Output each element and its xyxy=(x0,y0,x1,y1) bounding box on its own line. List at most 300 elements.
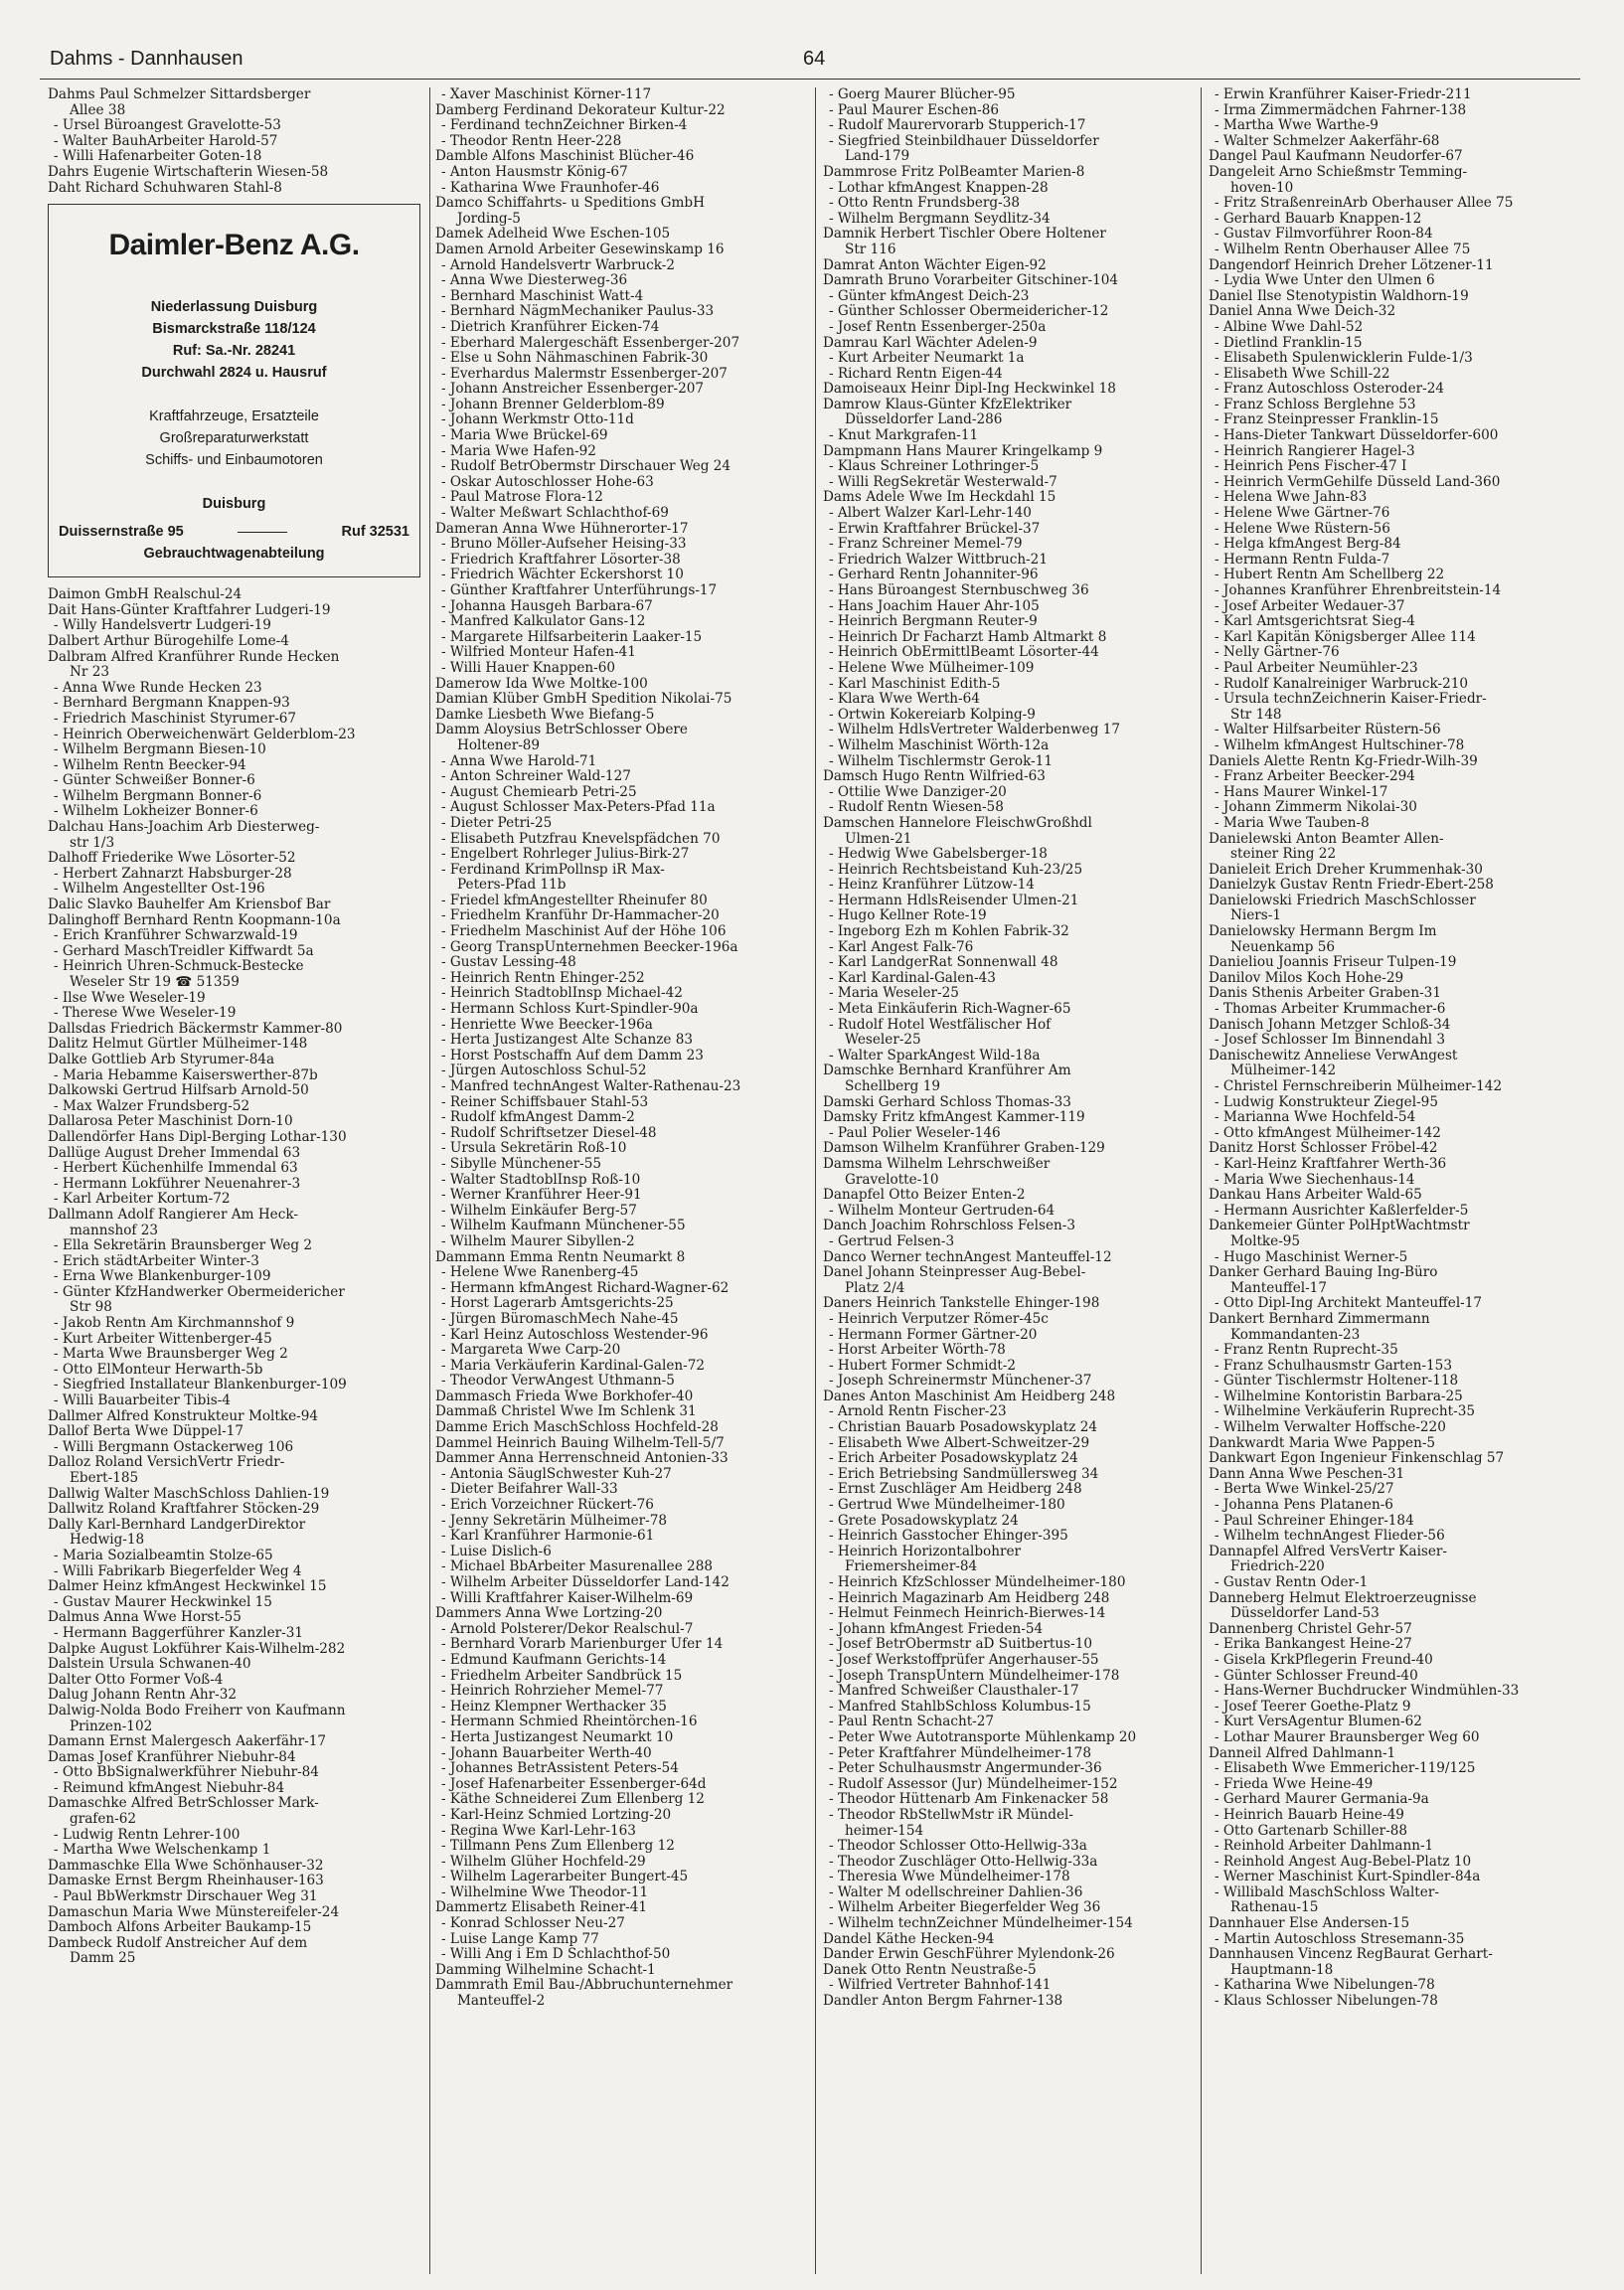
directory-entry: - Theodor Zuschläger Otto-Hellwig-33a xyxy=(829,1853,1098,1870)
column-divider xyxy=(429,87,430,2274)
directory-entry: Damschke Bernhard Kranführer Am xyxy=(823,1063,1071,1079)
directory-entry: - Georg TranspUnternehmen Beecker-196a xyxy=(441,938,738,955)
directory-entry: Dannenberg Christel Gehr-57 xyxy=(1209,1620,1412,1637)
entry-continuation: Hedwig-18 xyxy=(70,1532,145,1549)
entry-continuation: Friedrich-220 xyxy=(1230,1558,1325,1575)
directory-entry: - Erich Arbeiter Posadowskyplatz 24 xyxy=(829,1450,1078,1467)
directory-entry: - Albert Walzer Karl-Lehr-140 xyxy=(829,505,1032,522)
directory-entry: - Theodor Rentn Heer-228 xyxy=(441,132,622,149)
directory-entry: - Hubert Former Schmidt-2 xyxy=(829,1357,1017,1374)
directory-entry: - Martha Wwe Welschenkamp 1 xyxy=(54,1842,271,1859)
directory-entry: - Johann Anstreicher Essenberger-207 xyxy=(441,381,705,398)
directory-entry: Dallendörfer Hans Dipl-Berging Lothar-130 xyxy=(48,1128,347,1145)
directory-entry: - Grete Posadowskyplatz 24 xyxy=(829,1512,1019,1529)
directory-entry: - Hermann Ausrichter Kaßlerfelder-5 xyxy=(1215,1202,1469,1219)
directory-entry: - Ludwig Konstrukteur Ziegel-95 xyxy=(1215,1093,1438,1110)
directory-entry: Dalkowski Gertrud Hilfsarb Arnold-50 xyxy=(48,1082,309,1099)
directory-entry: - Wilhelmine Kontoristin Barbara-25 xyxy=(1215,1388,1463,1404)
directory-entry: - Johannes BetrAssistent Peters-54 xyxy=(441,1760,679,1777)
directory-entry: - Bernhard NägmMechaniker Paulus-33 xyxy=(441,303,715,320)
ad-second-street: Duissernstraße 95 xyxy=(59,524,184,541)
directory-entry: - Ernst Zuschläger Am Heidberg 248 xyxy=(829,1481,1082,1498)
directory-entry: Dammertz Elisabeth Reiner-41 xyxy=(435,1899,648,1916)
directory-entry: - Dieter Petri-25 xyxy=(441,814,553,831)
directory-entry: - Walter StadtoblInsp Roß-10 xyxy=(441,1171,641,1188)
directory-entry: - Erika Bankangest Heine-27 xyxy=(1215,1636,1412,1653)
directory-entry: - Hedwig Wwe Gabelsberger-18 xyxy=(829,846,1048,863)
directory-entry: - Erwin Kraftfahrer Brückel-37 xyxy=(829,520,1041,537)
directory-entry: - Ursula Sekretärin Roß-10 xyxy=(441,1140,627,1157)
directory-entry: - Günter KfzHandwerker Obermeidericher xyxy=(54,1283,345,1300)
directory-entry: - Walter SparkAngest Wild-18a xyxy=(829,1047,1041,1063)
directory-entry: - Margareta Wwe Carp-20 xyxy=(441,1342,621,1359)
directory-entry: - Maria Verkäuferin Kardinal-Galen-72 xyxy=(441,1357,706,1374)
entry-continuation: hoven-10 xyxy=(1230,179,1294,196)
directory-entry: Dallmann Adolf Rangierer Am Heck- xyxy=(48,1206,298,1223)
directory-entry: - Ludwig Rentn Lehrer-100 xyxy=(54,1826,241,1843)
directory-entry: - Hermann Lokführer Neuenahrer-3 xyxy=(54,1175,301,1192)
directory-entry: - Karl Heinz Autoschloss Westender-96 xyxy=(441,1326,709,1343)
directory-entry: - Ilse Wwe Weseler-19 xyxy=(54,989,206,1006)
directory-entry: - Hans-Werner Buchdrucker Windmühlen-33 xyxy=(1215,1683,1520,1700)
directory-entry: Dalinghoff Bernhard Rentn Koopmann-10a xyxy=(48,911,341,928)
directory-entry: - Karl-Heinz Kraftfahrer Werth-36 xyxy=(1215,1155,1447,1172)
directory-entry: - Wilhelm Rentn Oberhauser Allee 75 xyxy=(1215,241,1471,257)
directory-entry: - Joseph Schreinermstr Münchener-37 xyxy=(829,1373,1092,1390)
entry-continuation: Prinzen-102 xyxy=(70,1718,153,1734)
directory-entry: - August Chemiearb Petri-25 xyxy=(441,783,637,800)
directory-entry: - Wilhelm Tischlermstr Gerok-11 xyxy=(829,752,1053,769)
directory-entry: - Karl-Heinz Schmied Lortzing-20 xyxy=(441,1806,672,1823)
directory-entry: Danielzyk Gustav Rentn Friedr-Ebert-258 xyxy=(1209,877,1494,894)
entry-continuation: Schellberg 19 xyxy=(845,1078,940,1094)
ad-service-3: Schiffs- und Einbaumotoren xyxy=(145,452,323,469)
directory-entry: - Walter Meßwart Schlachthof-69 xyxy=(441,505,669,522)
entry-continuation: Platz 2/4 xyxy=(845,1279,905,1296)
entry-continuation: Düsseldorfer Land-53 xyxy=(1230,1605,1380,1622)
directory-entry: Dalbert Arthur Bürogehilfe Lome-4 xyxy=(48,632,289,649)
directory-entry: - Eberhard Malergeschäft Essenberger-207 xyxy=(441,334,740,351)
directory-entry: Dannhauer Else Andersen-15 xyxy=(1209,1915,1410,1932)
directory-entry: - Elisabeth Spulenwicklerin Fulde-1/3 xyxy=(1215,350,1473,367)
directory-entry: - Josef Rentn Essenberger-250a xyxy=(829,318,1047,335)
directory-entry: Danilov Milos Koch Hohe-29 xyxy=(1209,969,1404,986)
directory-entry: - Joseph TranspUntern Mündelheimer-178 xyxy=(829,1667,1120,1684)
directory-entry: - Günter kfmAngest Deich-23 xyxy=(829,287,1030,304)
entry-continuation: Land-179 xyxy=(845,148,910,165)
directory-entry: - Hermann Former Gärtner-20 xyxy=(829,1326,1038,1343)
directory-entry: - Dietrich Kranführer Eicken-74 xyxy=(441,318,660,335)
directory-entry: - Albine Wwe Dahl-52 xyxy=(1215,318,1364,335)
directory-entry: - Franz Autoschloss Osteroder-24 xyxy=(1215,381,1445,398)
entry-continuation: Jording-5 xyxy=(457,210,521,227)
column-3 xyxy=(823,87,1196,2274)
directory-entry: - Wilhelm Arbeiter Biegerfelder Weg 36 xyxy=(829,1899,1101,1916)
directory-entry: - Helga kfmAngest Berg-84 xyxy=(1215,536,1401,553)
directory-entry: - Willibald MaschSchloss Walter- xyxy=(1215,1883,1439,1900)
entry-continuation: heimer-154 xyxy=(845,1822,924,1839)
directory-entry: Danker Gerhard Bauing Ing-Büro xyxy=(1209,1264,1438,1281)
directory-entry: Dankemeier Günter PolHptWachtmstr xyxy=(1209,1218,1470,1234)
directory-entry: Danisch Johann Metzger Schloß-34 xyxy=(1209,1016,1451,1033)
directory-entry: Daimon GmbH Realschul-24 xyxy=(48,586,243,603)
directory-entry: - Bernhard Maschinist Watt-4 xyxy=(441,287,644,304)
directory-entry: - Wilfried Monteur Hafen-41 xyxy=(441,644,636,661)
directory-entry: Dangel Paul Kaufmann Neudorfer-67 xyxy=(1209,148,1463,165)
directory-entry: - Else u Sohn Nähmaschinen Fabrik-30 xyxy=(441,350,709,367)
directory-entry: Dalmus Anna Wwe Horst-55 xyxy=(48,1609,242,1626)
directory-entry: - Willi Hafenarbeiter Goten-18 xyxy=(54,148,262,165)
directory-entry: - Reimund kfmAngest Niebuhr-84 xyxy=(54,1779,285,1796)
ad-service-2: Großreparaturwerkstatt xyxy=(159,430,309,447)
directory-entry: Damrow Klaus-Günter KfzElektriker xyxy=(823,396,1072,412)
entry-continuation: Gravelotte-10 xyxy=(845,1171,939,1188)
directory-entry: - Gustav Filmvorführer Roon-84 xyxy=(1215,226,1433,243)
directory-entry: - Heinrich Gasstocher Ehinger-395 xyxy=(829,1528,1068,1545)
directory-entry: - Margarete Hilfsarbeiterin Laaker-15 xyxy=(441,628,703,645)
directory-entry: - Wilhelm Maschinist Wörth-12a xyxy=(829,736,1050,753)
directory-entry: - Katharina Wwe Nibelungen-78 xyxy=(1215,1977,1435,1994)
directory-entry: - Friedhelm Kranführ Dr-Hammacher-20 xyxy=(441,907,720,924)
directory-entry: Dalpke August Lokführer Kais-Wilhelm-282 xyxy=(48,1640,346,1657)
directory-entry: - Wilhelm technZeichner Mündelheimer-154 xyxy=(829,1915,1133,1932)
directory-entry: - Karl Kapitän Königsberger Allee 114 xyxy=(1215,628,1476,645)
directory-entry: - Erich Kranführer Schwarzwald-19 xyxy=(54,927,298,944)
directory-entry: - Walter Hilfsarbeiter Rüstern-56 xyxy=(1215,722,1441,738)
directory-entry: - Friedel kfmAngestellter Rheinufer 80 xyxy=(441,892,708,908)
directory-entry: Danitz Horst Schlosser Fröbel-42 xyxy=(1209,1140,1438,1157)
directory-entry: - Ursel Büroangest Gravelotte-53 xyxy=(54,117,281,134)
directory-entry: - Heinrich Bergmann Reuter-9 xyxy=(829,613,1038,630)
ad-dash-rule xyxy=(238,532,287,533)
directory-entry: - Josef Werkstoffprüfer Angerhauser-55 xyxy=(829,1651,1099,1668)
directory-entry: - Wilhelm Bergmann Seydlitz-34 xyxy=(829,210,1051,227)
directory-entry: Dankau Hans Arbeiter Wald-65 xyxy=(1209,1187,1422,1204)
directory-entry: - Siegfried Steinbildhauer Düsseldorfer xyxy=(829,132,1099,149)
directory-entry: - Otto BbSignalwerkführer Niebuhr-84 xyxy=(54,1764,319,1781)
directory-entry: Dameran Anna Wwe Hühnerorter-17 xyxy=(435,520,689,537)
directory-entry: - Hugo Maschinist Werner-5 xyxy=(1215,1248,1408,1265)
directory-entry: - Rudolf kfmAngest Damm-2 xyxy=(441,1109,635,1126)
directory-entry: Dalhoff Friederike Wwe Lösorter-52 xyxy=(48,850,296,867)
directory-entry: Dallsdas Friedrich Bäckermstr Kammer-80 xyxy=(48,1020,343,1037)
directory-entry: Dannapfel Alfred VersVertr Kaiser- xyxy=(1209,1543,1448,1559)
directory-entry: - Josef Schlosser Im Binnendahl 3 xyxy=(1215,1032,1446,1049)
directory-entry: - Gertrud Wwe Mündelheimer-180 xyxy=(829,1497,1065,1514)
entry-continuation: Holtener-89 xyxy=(457,736,541,753)
daimler-benz-advertisement xyxy=(48,204,420,577)
directory-entry: Dalic Slavko Bauhelfer Am Kriensbof Bar xyxy=(48,897,331,913)
entry-continuation: Allee 38 xyxy=(70,101,126,118)
directory-entry: - Heinrich VermGehilfe Düsseld Land-360 xyxy=(1215,473,1501,490)
directory-entry: Danis Sthenis Arbeiter Graben-31 xyxy=(1209,985,1441,1002)
directory-entry: - Franz Arbeiter Beecker-294 xyxy=(1215,768,1415,785)
column-1-bottom-entries xyxy=(48,587,420,1967)
directory-entry: - Günter Schlosser Freund-40 xyxy=(1215,1667,1418,1684)
directory-entry: - Anton Hausmstr König-67 xyxy=(441,163,628,180)
directory-entry: - Tillmann Pens Zum Ellenberg 12 xyxy=(441,1838,675,1855)
directory-entry: - Lothar Maurer Braunsberger Weg 60 xyxy=(1215,1728,1480,1745)
directory-entry: - Wilhelm Verwalter Hoffsche-220 xyxy=(1215,1419,1446,1436)
directory-entry: Damen Arnold Arbeiter Gesewinskamp 16 xyxy=(435,241,725,257)
directory-entry: - Heinz Klempner Werthacker 35 xyxy=(441,1698,667,1715)
directory-entry: - Meta Einkäuferin Rich-Wagner-65 xyxy=(829,1001,1071,1018)
directory-entry: - Horst Arbeiter Wörth-78 xyxy=(829,1342,1006,1359)
directory-entry: - Arnold Polsterer/Dekor Realschul-7 xyxy=(441,1620,694,1637)
directory-entry: - Rudolf Assessor (Jur) Mündelheimer-152 xyxy=(829,1775,1118,1792)
directory-entry: Dankwardt Maria Wwe Pappen-5 xyxy=(1209,1434,1436,1451)
directory-entry: - Berta Wwe Winkel-25/27 xyxy=(1215,1481,1394,1498)
directory-entry: Dammann Emma Rentn Neumarkt 8 xyxy=(435,1248,686,1265)
directory-entry: - Willi RegSekretär Westerwald-7 xyxy=(829,473,1057,490)
directory-entry: Dally Karl-Bernhard LandgerDirektor xyxy=(48,1516,306,1533)
directory-entry: - Dietlind Franklin-15 xyxy=(1215,334,1363,351)
ad-department: Gebrauchtwagenabteilung xyxy=(143,546,325,563)
directory-entry: - Antonia SäuglSchwester Kuh-27 xyxy=(441,1465,672,1482)
directory-entry: Daniels Alette Rentn Kg-Friedr-Wilh-39 xyxy=(1209,752,1478,769)
directory-entry: - Paul Rentn Schacht-27 xyxy=(829,1714,995,1730)
directory-entry: - Reiner Schiffsbauer Stahl-53 xyxy=(441,1093,649,1110)
directory-entry: Damm Aloysius BetrSchlosser Obere xyxy=(435,722,688,738)
directory-entry: - Otto Rentn Frundsberg-38 xyxy=(829,195,1021,212)
directory-entry: - Hermann Rentn Fulda-7 xyxy=(1215,551,1390,568)
directory-entry: - Nelly Gärtner-76 xyxy=(1215,644,1340,661)
directory-entry: - Erich Vorzeichner Rückert-76 xyxy=(441,1497,654,1514)
directory-entry: - Bruno Möller-Aufseher Heising-33 xyxy=(441,536,687,553)
directory-entry: - Bernhard Vorarb Marienburger Ufer 14 xyxy=(441,1636,724,1653)
directory-entry: - Hubert Rentn Am Schellberg 22 xyxy=(1215,567,1445,583)
directory-entry: - Elisabeth Wwe Emmericher-119/125 xyxy=(1215,1760,1476,1777)
directory-entry: Damrat Anton Wächter Eigen-92 xyxy=(823,256,1047,273)
running-head: Dahms - Dannhausen xyxy=(50,48,244,70)
directory-entry: Damas Josef Kranführer Niebuhr-84 xyxy=(48,1748,296,1765)
directory-entry: Damann Ernst Malergesch Aakerfähr-17 xyxy=(48,1733,327,1750)
directory-entry: - Ingeborg Ezh m Kohlen Fabrik-32 xyxy=(829,923,1069,940)
directory-entry: - Wilhelm Lokheizer Bonner-6 xyxy=(54,803,258,820)
directory-entry: - Heinrich Rohrzieher Memel-77 xyxy=(441,1683,664,1700)
directory-entry: - Paul Matrose Flora-12 xyxy=(441,489,603,506)
directory-entry: - Katharina Wwe Fraunhofer-46 xyxy=(441,179,660,196)
directory-entry: - Anna Wwe Diesterweg-36 xyxy=(441,272,628,289)
directory-entry: - Jürgen BüromaschMech Nahe-45 xyxy=(441,1310,679,1327)
directory-entry: - Jürgen Autoschloss Schul-52 xyxy=(441,1063,647,1079)
directory-entry: - Heinrich Pens Fischer-47 I xyxy=(1215,458,1407,475)
directory-entry: Damboch Alfons Arbeiter Baukamp-15 xyxy=(48,1919,312,1936)
directory-entry: - Hermann Schloss Kurt-Spindler-90a xyxy=(441,1001,699,1018)
directory-entry: Dammrath Emil Bau-/Abbruchunternehmer xyxy=(435,1977,733,1994)
directory-entry: - Otto ElMonteur Herwarth-5b xyxy=(54,1361,263,1378)
directory-entry: - Karl Arbeiter Kortum-72 xyxy=(54,1191,231,1208)
directory-entry: - Fritz StraßenreinArb Oberhauser Allee 75 xyxy=(1215,195,1514,212)
directory-entry: - Otto Gartenarb Schiller-88 xyxy=(1215,1822,1407,1839)
directory-entry: - Reinhold Arbeiter Dahlmann-1 xyxy=(1215,1838,1434,1855)
directory-entry: - Wilhelm Maurer Sibyllen-2 xyxy=(441,1232,635,1249)
directory-entry: - Willi Kraftfahrer Kaiser-Wilhelm-69 xyxy=(441,1589,694,1606)
entry-continuation: Peters-Pfad 11b xyxy=(457,877,567,894)
directory-entry: - Heinrich Bauarb Heine-49 xyxy=(1215,1806,1404,1823)
directory-entry: Danek Otto Rentn Neustraße-5 xyxy=(823,1961,1037,1978)
directory-entry: - Maria Sozialbeamtin Stolze-65 xyxy=(54,1547,273,1563)
entry-continuation: Friemersheimer-84 xyxy=(845,1558,978,1575)
directory-entry: - Helene Wwe Ranenberg-45 xyxy=(441,1264,639,1281)
directory-entry: - Karl LandgerRat Sonnenwall 48 xyxy=(829,954,1058,971)
directory-entry: - Willi Ang i Em D Schlachthof-50 xyxy=(441,1946,671,1963)
directory-entry: Dalstein Ursula Schwanen-40 xyxy=(48,1656,251,1673)
directory-entry: - Henriette Wwe Beecker-196a xyxy=(441,1016,653,1033)
directory-entry: - Thomas Arbeiter Krummacher-6 xyxy=(1215,1001,1446,1018)
directory-entry: Damco Schiffahrts- u Speditions GmbH xyxy=(435,195,705,212)
directory-entry: - Hermann Baggerführer Kanzler-31 xyxy=(54,1624,304,1641)
directory-entry: - Helene Wwe Gärtner-76 xyxy=(1215,505,1390,522)
directory-entry: - Heinz Kranführer Lützow-14 xyxy=(829,877,1035,894)
directory-entry: Dammel Heinrich Bauing Wilhelm-Tell-5/7 xyxy=(435,1434,725,1451)
directory-entry: Damson Wilhelm Kranführer Graben-129 xyxy=(823,1140,1105,1157)
directory-entry: - Karl Kranführer Harmonie-61 xyxy=(441,1528,655,1545)
directory-entry: - Walter M odellschreiner Dahlien-36 xyxy=(829,1883,1083,1900)
directory-entry: - Konrad Schlosser Neu-27 xyxy=(441,1915,625,1932)
directory-entry: Dalloz Roland VersichVertr Friedr- xyxy=(48,1454,285,1471)
directory-entry: Danneberg Helmut Elektroerzeugnisse xyxy=(1209,1589,1477,1606)
directory-entry: - Heinrich ObErmittlBeamt Lösorter-44 xyxy=(829,644,1099,661)
directory-entry: - Gertrud Felsen-3 xyxy=(829,1232,955,1249)
directory-entry: Danieliou Joannis Friseur Tulpen-19 xyxy=(1209,954,1457,971)
directory-entry: - Rudolf Hotel Westfälischer Hof xyxy=(829,1016,1052,1033)
directory-entry: - Peter Kraftfahrer Mündelheimer-178 xyxy=(829,1744,1091,1761)
directory-entry: Danapfel Otto Beizer Enten-2 xyxy=(823,1187,1026,1204)
entry-continuation: Str 148 xyxy=(1230,706,1282,723)
directory-entry: - Kurt Arbeiter Wittenberger-45 xyxy=(54,1330,272,1347)
directory-entry: - Manfred StahlbSchloss Kolumbus-15 xyxy=(829,1698,1091,1715)
directory-entry: Danel Johann Steinpresser Aug-Bebel- xyxy=(823,1264,1086,1281)
directory-entry: - Johann Bauarbeiter Werth-40 xyxy=(441,1744,652,1761)
directory-entry: Damschen Hannelore FleischwGroßhdl xyxy=(823,814,1092,831)
directory-entry: Dalmer Heinz kfmAngest Heckwinkel 15 xyxy=(48,1578,327,1595)
directory-entry: Damoiseaux Heinr Dipl-Ing Heckwinkel 18 xyxy=(823,381,1116,398)
directory-entry: - Ella Sekretärin Braunsberger Weg 2 xyxy=(54,1237,313,1254)
directory-entry: - Jakob Rentn Am Kirchmannshof 9 xyxy=(54,1315,295,1332)
entry-continuation: Düsseldorfer Land-286 xyxy=(845,411,1003,428)
directory-entry: - Wilhelm HdlsVertreter Walderbenweg 17 xyxy=(829,722,1121,738)
directory-entry: - Manfred technAngest Walter-Rathenau-23 xyxy=(441,1078,741,1094)
directory-entry: - Theodor VerwAngest Uthmann-5 xyxy=(441,1373,675,1390)
directory-entry: Damsma Wilhelm Lehrschweißer xyxy=(823,1155,1051,1172)
directory-entry: - Kurt Arbeiter Neumarkt 1a xyxy=(829,350,1025,367)
directory-entry: - Therese Wwe Weseler-19 xyxy=(54,1005,237,1022)
directory-entry: Dahrs Eugenie Wirtschafterin Wiesen-58 xyxy=(48,163,329,180)
directory-entry: - Wilhelm Bergmann Bonner-6 xyxy=(54,787,262,804)
entry-continuation: Moltke-95 xyxy=(1230,1232,1301,1249)
directory-entry: - Richard Rentn Eigen-44 xyxy=(829,365,1003,382)
entry-continuation: str 1/3 xyxy=(70,834,115,851)
directory-entry: - Friedrich Maschinist Styrumer-67 xyxy=(54,710,297,727)
directory-entry: - Rudolf Rentn Wiesen-58 xyxy=(829,799,1004,816)
directory-entry: Damsky Fritz kfmAngest Kammer-119 xyxy=(823,1109,1085,1126)
directory-entry: Dankwart Egon Ingenieur Finkenschlag 57 xyxy=(1209,1450,1505,1467)
directory-entry: - Heinrich Horizontalbohrer xyxy=(829,1543,1022,1559)
directory-entry: - Wilhelmine Verkäuferin Ruprecht-35 xyxy=(1215,1403,1476,1420)
directory-entry: - Karl Maschinist Edith-5 xyxy=(829,675,1001,692)
directory-entry: - Ottilie Wwe Danziger-20 xyxy=(829,783,1007,800)
entry-continuation: mannshof 23 xyxy=(70,1222,159,1238)
directory-entry: - Wilhelm Angestellter Ost-196 xyxy=(54,881,265,898)
directory-entry: - Heinrich Uhren-Schmuck-Bestecke xyxy=(54,958,304,975)
directory-entry: - Elisabeth Wwe Schill-22 xyxy=(1215,365,1390,382)
entry-continuation: Neuenkamp 56 xyxy=(1230,938,1336,955)
directory-entry: Dalitz Helmut Gürtler Mülheimer-148 xyxy=(48,1036,308,1053)
entry-continuation: Damm 25 xyxy=(70,1950,136,1967)
directory-entry: - Kurt VersAgentur Blumen-62 xyxy=(1215,1714,1422,1730)
directory-entry: - Günther Kraftfahrer Unterführungs-17 xyxy=(441,582,718,598)
directory-entry: - Friedrich Walzer Wittbruch-21 xyxy=(829,551,1048,568)
directory-entry: Dammrose Fritz PolBeamter Marien-8 xyxy=(823,163,1085,180)
ad-second-phone: Ruf 32531 xyxy=(341,524,409,541)
directory-entry: - Rudolf Schriftsetzer Diesel-48 xyxy=(441,1124,657,1141)
directory-entry: - Herta Justizangest Alte Schanze 83 xyxy=(441,1032,694,1049)
directory-entry: - Wilhelm Bergmann Biesen-10 xyxy=(54,741,266,758)
entry-continuation: Mülheimer-142 xyxy=(1230,1063,1337,1079)
entry-continuation: Hauptmann-18 xyxy=(1230,1961,1334,1978)
directory-entry: - Käthe Schneiderei Zum Ellenberg 12 xyxy=(441,1791,705,1808)
directory-entry: - Heinrich Rechtsbeistand Kuh-23/25 xyxy=(829,861,1083,878)
directory-entry: Dandler Anton Bergm Fahrner-138 xyxy=(823,1993,1063,2010)
directory-entry: Damrau Karl Wächter Adelen-9 xyxy=(823,334,1038,351)
directory-entry: - Karl Angest Falk-76 xyxy=(829,938,974,955)
directory-entry: - Erich Betriebsing Sandmüllersweg 34 xyxy=(829,1465,1099,1482)
directory-entry: Dann Anna Wwe Peschen-31 xyxy=(1209,1465,1405,1482)
entry-continuation: Weseler Str 19 ☎ 51359 xyxy=(70,974,240,990)
directory-entry: - Hermann Schmied Rheintörchen-16 xyxy=(441,1714,698,1730)
directory-entry: - Josef BetrObermstr aD Suitbertus-10 xyxy=(829,1636,1092,1653)
directory-entry: - Paul Arbeiter Neumühler-23 xyxy=(1215,659,1418,676)
directory-entry: - Regina Wwe Karl-Lehr-163 xyxy=(441,1822,636,1839)
directory-entry: - Willi Bauarbeiter Tibis-4 xyxy=(54,1392,231,1409)
directory-entry: - Gustav Rentn Oder-1 xyxy=(1215,1574,1369,1590)
directory-entry: - Christian Bauarb Posadowskyplatz 24 xyxy=(829,1419,1098,1436)
directory-entry: Damek Adelheid Wwe Eschen-105 xyxy=(435,226,671,243)
directory-entry: - Wilhelm Monteur Gertruden-64 xyxy=(829,1202,1056,1219)
directory-entry: - Wilfried Vertreter Bahnhof-141 xyxy=(829,1977,1052,1994)
directory-entry: - Lydia Wwe Unter den Ulmen 6 xyxy=(1215,272,1435,289)
directory-entry: - Gerhard Maurer Germania-9a xyxy=(1215,1791,1429,1808)
directory-entry: - Elisabeth Putzfrau Knevelspfädchen 70 xyxy=(441,830,721,847)
ad-direct-dial: Durchwahl 2824 u. Hausruf xyxy=(141,365,327,382)
directory-entry: - Martha Wwe Warthe-9 xyxy=(1215,117,1379,134)
directory-entry: Dammaschke Ella Wwe Schönhauser-32 xyxy=(48,1857,324,1874)
directory-entry: - Wilhelm Rentn Beecker-94 xyxy=(54,756,246,773)
directory-entry: Dalchau Hans-Joachim Arb Diesterweg- xyxy=(48,819,320,836)
entry-continuation: Nr 23 xyxy=(70,664,110,681)
ad-street: Bismarckstraße 118/124 xyxy=(152,321,316,338)
directory-entry: Dait Hans-Günter Kraftfahrer Ludgeri-19 xyxy=(48,601,331,618)
directory-entry: - Siegfried Installateur Blankenburger-109 xyxy=(54,1377,347,1393)
directory-entry: Danneil Alfred Dahlmann-1 xyxy=(1209,1744,1396,1761)
directory-entry: - Wilhelmine Wwe Theodor-11 xyxy=(441,1883,649,1900)
directory-entry: - Herbert Küchenhilfe Immendal 63 xyxy=(54,1160,298,1177)
directory-entry: Dankert Bernhard Zimmermann xyxy=(1209,1310,1430,1327)
directory-entry: - Heinrich Oberweichenwärt Gelderblom-23 xyxy=(54,726,356,742)
directory-entry: - Walter BauhArbeiter Harold-57 xyxy=(54,132,278,149)
directory-entry: - Everhardus Malermstr Essenberger-207 xyxy=(441,365,728,382)
directory-entry: Dalter Otto Former Voß-4 xyxy=(48,1671,224,1688)
directory-entry: - Reinhold Angest Aug-Bebel-Platz 10 xyxy=(1215,1853,1472,1870)
page-header xyxy=(40,40,1580,80)
directory-entry: Dannhausen Vincenz RegBaurat Gerhart- xyxy=(1209,1946,1493,1963)
directory-entry: - Hans Maurer Winkel-17 xyxy=(1215,783,1388,800)
directory-entry: - Otto kfmAngest Mülheimer-142 xyxy=(1215,1124,1441,1141)
directory-entry: - Heinrich StadtoblInsp Michael-42 xyxy=(441,985,683,1002)
directory-entry: Dammers Anna Wwe Lortzing-20 xyxy=(435,1605,663,1622)
directory-entry: - Arnold Rentn Fischer-23 xyxy=(829,1403,1007,1420)
